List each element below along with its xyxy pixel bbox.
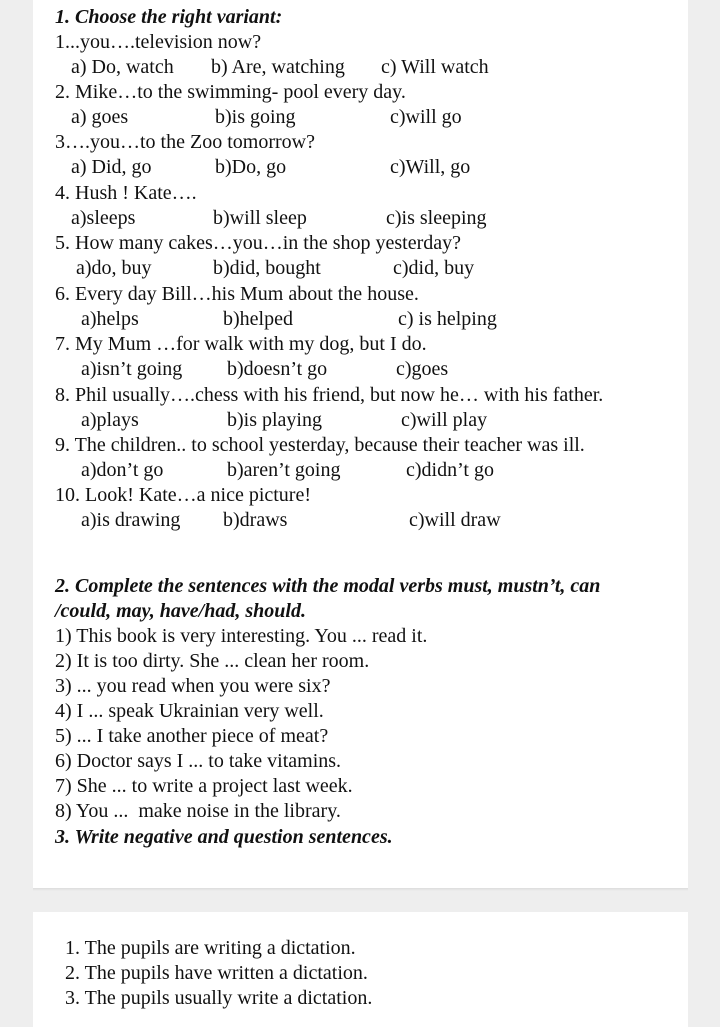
question-text: 2. Mike…to the swimming- pool every day.	[55, 81, 406, 103]
answer-option: a)plays	[81, 409, 139, 431]
answer-option: b)is playing	[227, 409, 322, 431]
answer-option: b) Are, watching	[211, 56, 345, 78]
modal-sentence: 2) It is too dirty. She ... clean her room.	[55, 650, 370, 672]
worksheet-page	[33, 0, 688, 888]
answer-option: c)will play	[401, 409, 488, 431]
answer-option: b)doesn’t go	[227, 358, 328, 380]
answer-option: a) Did, go	[71, 156, 152, 178]
worksheet-page-2	[33, 912, 688, 1027]
answer-option: c)goes	[396, 358, 449, 380]
question-text: 10. Look! Kate…a nice picture!	[55, 484, 312, 506]
answer-option: c) is helping	[398, 308, 497, 330]
exercise2-title-line2: /could, may, have/had, should.	[55, 600, 306, 622]
answer-option: a)helps	[81, 308, 139, 330]
answer-option: b)aren’t going	[227, 459, 341, 481]
answer-option: a) Do, watch	[71, 56, 174, 78]
modal-sentence: 1) This book is very interesting. You ... read it.	[55, 625, 428, 647]
question-text: 4. Hush ! Kate….	[55, 182, 197, 204]
answer-option: a)do, buy	[76, 257, 152, 279]
transform-sentence: 1. The pupils are writing a dictation.	[65, 937, 356, 959]
transform-sentence: 3. The pupils usually write a dictation.	[65, 987, 373, 1009]
question-text: 5. How many cakes…you…in the shop yesterday?	[55, 232, 462, 254]
exercise1-title: 1. Choose the right variant:	[55, 6, 283, 28]
answer-option: c)did, buy	[393, 257, 475, 279]
answer-option: c)didn’t go	[406, 459, 494, 481]
transform-sentence: 2. The pupils have written a dictation.	[65, 962, 368, 984]
modal-sentence: 5) ... I take another piece of meat?	[55, 725, 329, 747]
exercise2-title-line1: 2. Complete the sentences with the modal verbs must, mustn’t, can	[55, 575, 601, 597]
page-edge	[33, 888, 688, 891]
answer-option: c) Will watch	[381, 56, 489, 78]
question-text: 8. Phil usually….chess with his friend, but now he… with his father.	[55, 384, 604, 406]
question-text: 1...you….television now?	[55, 31, 262, 53]
answer-option: b)helped	[223, 308, 293, 330]
answer-option: c)Will, go	[390, 156, 471, 178]
answer-option: c)will go	[390, 106, 462, 128]
modal-sentence: 7) She ... to write a project last week.	[55, 775, 353, 797]
answer-option: b)will sleep	[213, 207, 307, 229]
exercise3-title: 3. Write negative and question sentences.	[55, 826, 393, 848]
answer-option: a)isn’t going	[81, 358, 183, 380]
question-text: 3….you…to the Zoo tomorrow?	[55, 131, 315, 153]
answer-option: b)draws	[223, 509, 288, 531]
modal-sentence: 8) You ... make noise in the library.	[55, 800, 341, 822]
question-text: 6. Every day Bill…his Mum about the house.	[55, 283, 419, 305]
modal-sentence: 6) Doctor says I ... to take vitamins.	[55, 750, 342, 772]
modal-sentence: 4) I ... speak Ukrainian very well.	[55, 700, 324, 722]
answer-option: b)did, bought	[213, 257, 321, 279]
answer-option: c)is sleeping	[386, 207, 487, 229]
modal-sentence: 3) ... you read when you were six?	[55, 675, 331, 697]
answer-option: c)will draw	[409, 509, 501, 531]
question-text: 7. My Mum …for walk with my dog, but I do.	[55, 333, 427, 355]
answer-option: a)don’t go	[81, 459, 164, 481]
answer-option: a)sleeps	[71, 207, 136, 229]
answer-option: b)is going	[215, 106, 296, 128]
answer-option: b)Do, go	[215, 156, 287, 178]
answer-option: a) goes	[71, 106, 129, 128]
answer-option: a)is drawing	[81, 509, 181, 531]
question-text: 9. The children.. to school yesterday, because their teacher was ill.	[55, 434, 585, 456]
